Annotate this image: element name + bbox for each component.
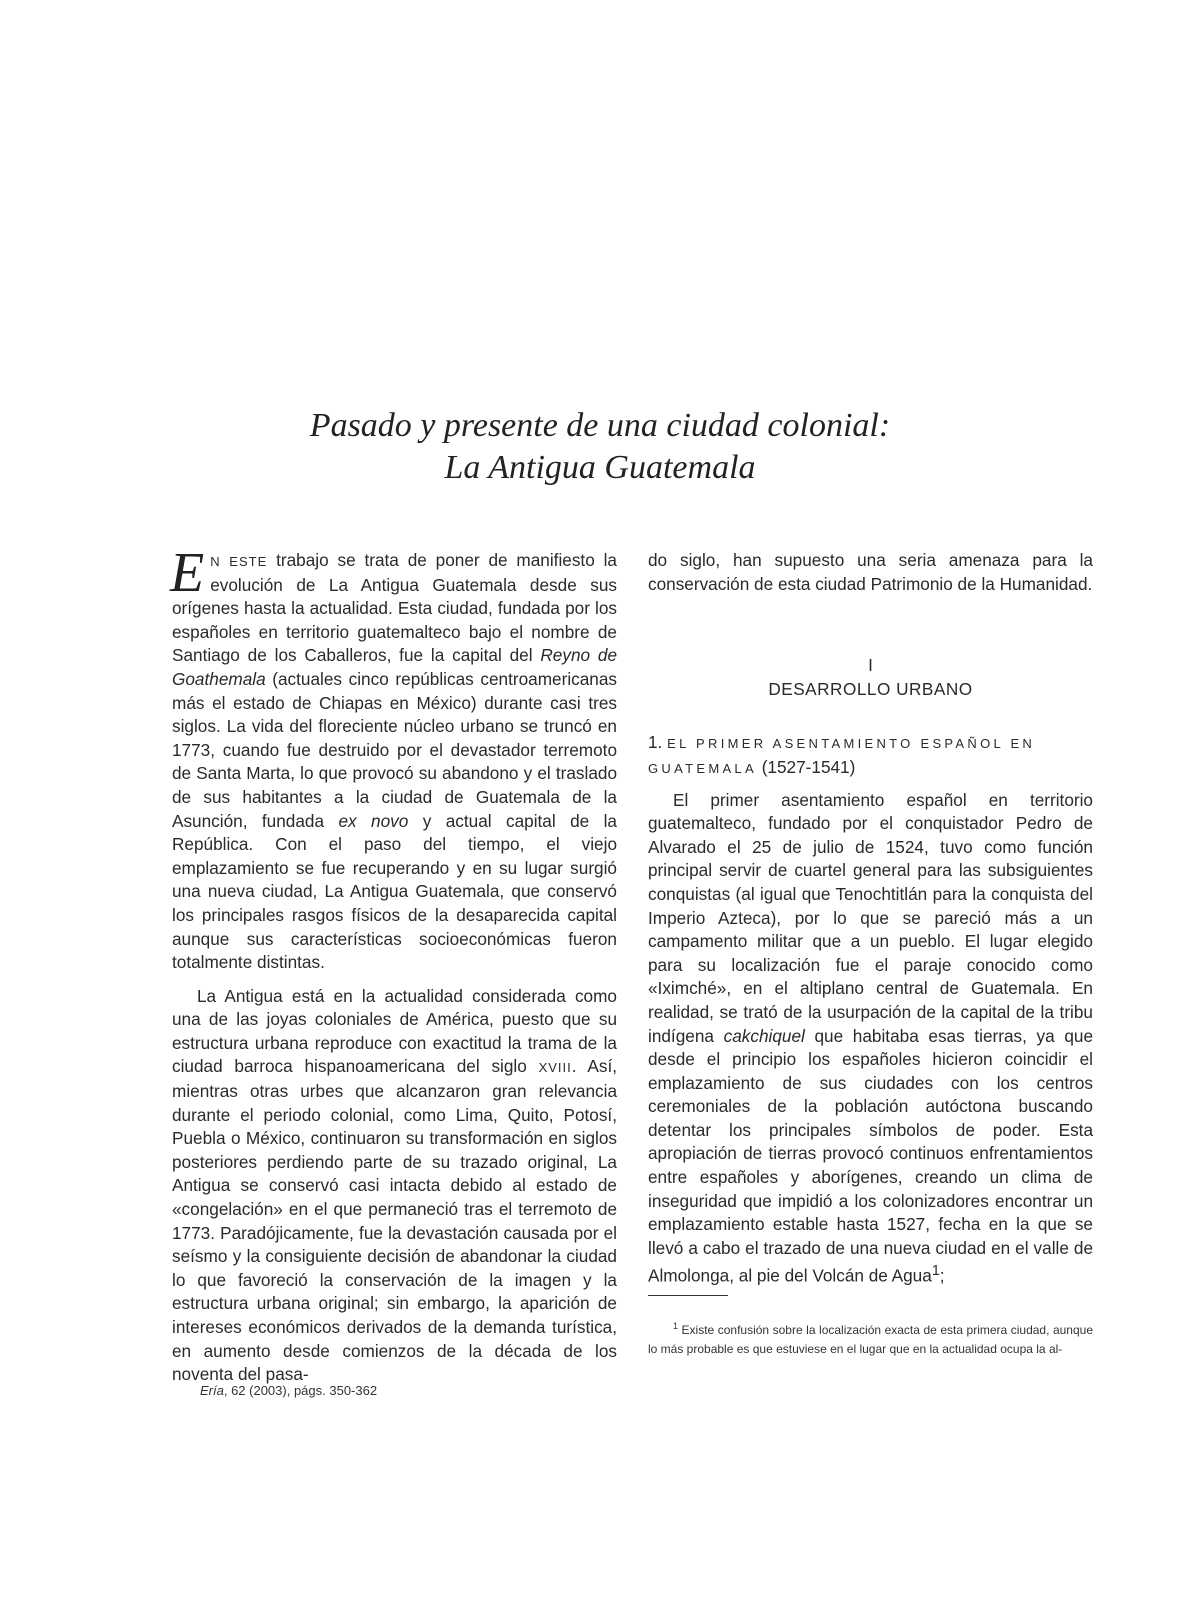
title-line-2: La Antigua Guatemala	[444, 449, 756, 486]
journal-name: Ería	[200, 1383, 224, 1398]
emphasis: ex novo	[338, 810, 409, 831]
right-column	[648, 549, 1093, 1289]
paragraph-continuation: do siglo, han supuesto una seria amenaza para la conservación de esta ciudad Patrimonio de la Humanidad.	[648, 550, 1093, 594]
footnote-divider	[648, 1295, 728, 1296]
title-line-1: Pasado y presente de una ciudad colonial:	[309, 407, 891, 444]
text-run: La Antigua está en la actualidad considerada como una de las joyas coloniales de América, puesto que su estructura urbana reproduce con exactitud la trama de la ciudad barroca hispanoamericana del siglo	[172, 985, 617, 1077]
subsection-number: 1.	[648, 732, 663, 753]
section-heading: DESARROLLO URBANO	[768, 678, 973, 699]
left-column	[170, 542, 618, 1387]
article-title	[0, 405, 1200, 489]
footnote	[648, 1317, 1093, 1359]
page-footer	[200, 1383, 377, 1398]
footnote-reference[interactable]: 1	[931, 1263, 940, 1280]
paragraph	[170, 542, 618, 975]
text-run: trabajo se trata de poner de manifiesto la evolución de La Antigua Guatemala desde sus orígenes hasta la actualidad. Esta ciudad, fundada por los españoles en territorio guatemalteco bajo el nombre de Santiago de los Caballeros, fue la capital del	[172, 550, 617, 666]
emphasis: Reyno de Goathemala	[172, 645, 618, 689]
text-run: El primer asentamiento español en territorio guatemalteco, fundado por el conquistador Pedro de Alvarado el 25 de julio de 1524, tuvo como función principal servir de cuartel general para las subsiguientes conquistas (al igual que Tenochtitlán para la conquista del Imperio Azteca), por lo que se pareció más a un campamento militar que a un pueblo. El lugar elegido para su localización fue el paraje conocido como «Iximché», en el altiplano central de Guatemala. En realidad, se trató de la usurpación de la capital de la tribu indígena	[648, 789, 1093, 1046]
paragraph	[172, 985, 617, 1387]
subsection-years: (1527-1541)	[761, 756, 856, 777]
text-run: ;	[939, 1266, 945, 1287]
subsection-heading	[648, 731, 1093, 780]
drop-cap: E	[170, 542, 205, 604]
small-caps-opening: N ESTE	[210, 554, 268, 569]
text-run: y actual capital de la República. Con el paso del tiempo, el viejo emplazamiento se fue recuperando y en su lugar surgió una nueva ciudad, La Antigua Guatemala, que conservó los principales rasgos físicos de la desaparecida capital aunque sus características socioeconómicas fueron totalmente distintas.	[172, 810, 617, 973]
subsection-title: EL PRIMER ASENTAMIENTO ESPAÑOL EN GUATEMALA	[648, 736, 1036, 776]
section-number: I	[868, 655, 873, 676]
text-run: que habitaba esas tierras, ya que desde el principio los españoles hicieron coincidir el emplazamiento de sus ciudades con los centros ceremoniales de la población autóctona buscando detentar los principales símbolos de poder. Esta apropiación de tierras provocó continuos enfrentamientos entre españoles y aborígenes, creando un clima de inseguridad que impidió a los colonizadores encontrar un emplazamiento estable hasta 1527, fecha en la que se llevó a cabo el trazado de una nueva ciudad en el valle de Almolonga, al pie del Volcán de Agua	[648, 1025, 1094, 1287]
emphasis: cakchiquel	[723, 1025, 805, 1046]
footnote-marker: 1	[673, 1321, 679, 1331]
text-run: (actuales cinco repúblicas centroamericanas más el estado de Chiapas en México) durante casi tres siglos. La vida del floreciente núcleo urbano se truncó en 1773, cuando fue destruido por el devastador terremoto de Santa Marta, lo que provocó su abandono y el traslado de sus habitantes a la ciudad de Guatemala de la Asunción, fundada	[172, 668, 617, 831]
small-caps-century: XVIII	[538, 1060, 572, 1076]
paragraph	[648, 789, 1093, 1289]
text-run: . Así, mientras otras urbes que alcanzaron gran relevancia durante el periodo colonial, como Lima, Quito, Potosí, Puebla o México, continuaron su transformación en siglos posteriores perdiendo parte de su trazado original, La Antigua se conservó casi intacta debido al estado de «congelación» en el que permaneció tras el terremoto de 1773. Paradójicamente, fue la devastación causada por el seísmo y la consiguiente decisión de abandonar la ciudad lo que favoreció la conservación de la imagen y la estructura urbana original; sin embargo, la aparición de intereses económicos derivados de la demanda turística, en aumento desde comienzos de la década de los noventa del pasa-	[172, 1056, 617, 1385]
footnote-text: Existe confusión sobre la localización exacta de esta primera ciudad, aunque lo más probable es que estuviese en el lugar que en la actualidad ocupa la al-	[648, 1323, 1093, 1356]
citation-details: , 62 (2003), págs. 350-362	[223, 1383, 378, 1398]
